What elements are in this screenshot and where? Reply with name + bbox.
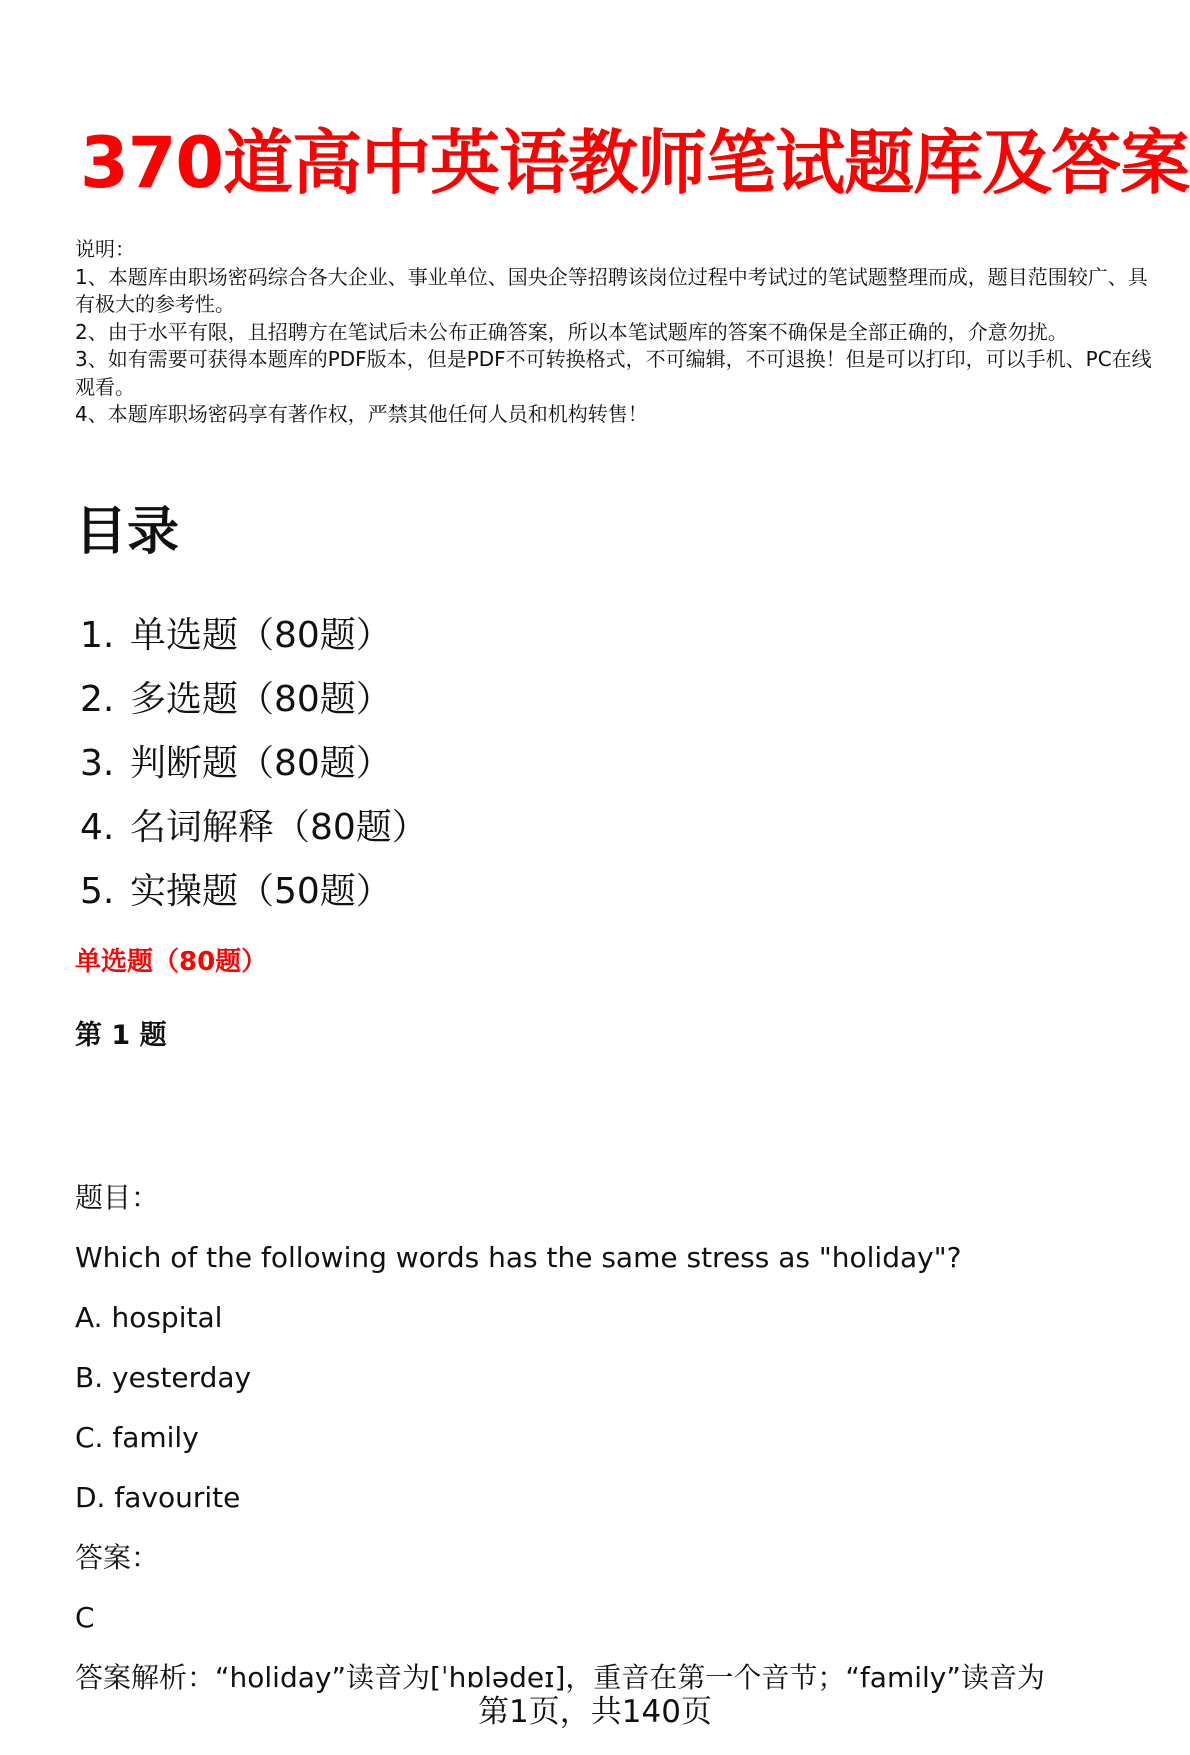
note-item: 1、本题库由职场密码综合各大企业、事业单位、国央企等招聘该岗位过程中考试过的笔试题整理而成，题目范围较广、具有极大的参考性。 <box>75 264 1148 316</box>
question-prompt-label: 题目： <box>75 1181 160 1214</box>
page-footer: 第1页，共140页 <box>478 1694 712 1730</box>
toc-item-label: 实操题（50题） <box>130 871 392 912</box>
toc-item-number: 5. <box>80 871 115 912</box>
toc-item-label: 单选题（80题） <box>130 615 392 656</box>
option-b: B. yesterday <box>75 1361 252 1394</box>
note-item: 4、本题库职场密码享有著作权，严禁其他任何人员和机构转售！ <box>75 402 648 426</box>
toc-item-number: 4. <box>80 807 115 848</box>
question-text: Which of the following words has the same stress as "holiday"? <box>75 1241 962 1274</box>
note-item: 3、如有需要可获得本题库的PDF版本，但是PDF不可转换格式，不可编辑，不可退换！但是可以打印，可以手机、PC在线观看。 <box>75 347 1152 399</box>
answer-label: 答案： <box>75 1541 160 1574</box>
answer-explanation: 答案解析：“holiday”读音为[ˈhɒlədeɪ]，重音在第一个音节；“family”读音为 <box>75 1661 1045 1694</box>
toc-item-terms[interactable] <box>80 796 428 860</box>
toc-heading: 目录 <box>75 502 180 562</box>
option-a: A. hospital <box>75 1301 223 1334</box>
toc-item-label: 判断题（80题） <box>130 743 392 784</box>
toc-item-number: 1. <box>80 615 115 656</box>
notes-block <box>75 236 1155 429</box>
note-item: 2、由于水平有限，且招聘方在笔试后未公布正确答案，所以本笔试题库的答案不确保是全部正确的，介意勿扰。 <box>75 319 1068 344</box>
toc-item-number: 3. <box>80 743 115 784</box>
answer-value: C <box>75 1601 95 1634</box>
toc-item-label: 名词解释（80题） <box>130 807 428 848</box>
document-title: 370道高中英语教师笔试题库及答案 <box>80 122 1190 204</box>
question-block <box>75 1168 1045 1708</box>
toc-item-single-choice[interactable] <box>80 604 428 668</box>
toc-item-practical[interactable] <box>80 860 428 924</box>
toc-item-label: 多选题（80题） <box>130 679 392 720</box>
option-c: C. family <box>75 1421 199 1454</box>
table-of-contents <box>80 604 428 924</box>
question-number: 第 1 题 <box>75 1020 167 1051</box>
toc-item-multiple-choice[interactable] <box>80 668 428 732</box>
toc-item-true-false[interactable] <box>80 732 428 796</box>
notes-label: 说明： <box>75 237 135 261</box>
section-heading: 单选题（80题） <box>75 947 268 977</box>
toc-item-number: 2. <box>80 679 115 720</box>
option-d: D. favourite <box>75 1481 241 1514</box>
